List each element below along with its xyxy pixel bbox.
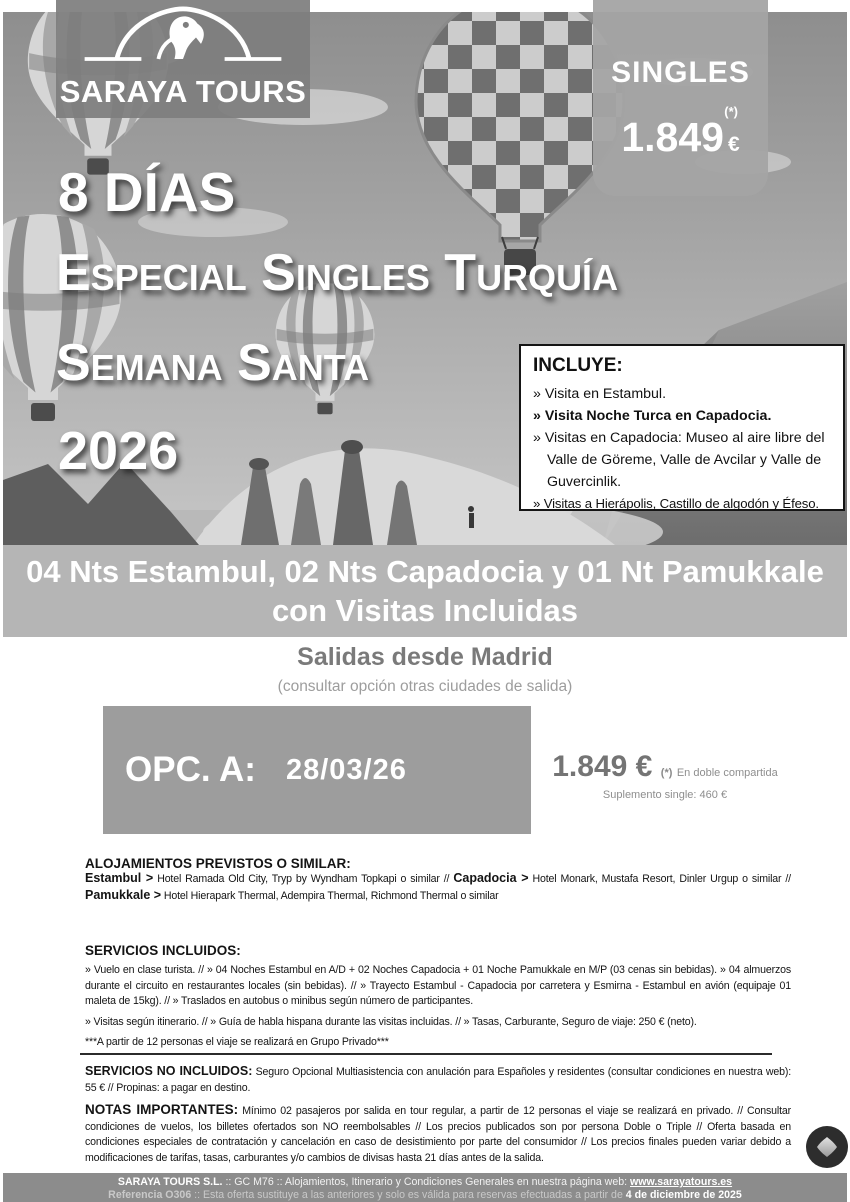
departure-title: Salidas desde Madrid <box>297 643 553 671</box>
banner-line1: 04 Nts Estambul, 02 Nts Capadocia y 01 Nt Pamukkale <box>26 554 824 589</box>
price-note: (*) <box>660 767 673 779</box>
year-title: 2026 <box>58 421 179 481</box>
singles-price-value: 1.849 <box>621 114 724 160</box>
accommodation-title: ALOJAMIENTOS PREVISTOS O SIMILAR: <box>85 856 351 871</box>
footer-line2 <box>3 1189 847 1202</box>
includes-box <box>519 344 845 511</box>
singles-label: SINGLES <box>611 56 750 89</box>
footer-line1 <box>3 1176 847 1189</box>
services-not-included-body <box>85 1064 791 1096</box>
important-notes-title: NOTAS IMPORTANTES: <box>85 1102 239 1117</box>
brand-name: SARAYA TOURS <box>59 74 307 109</box>
divider-line <box>80 1053 772 1055</box>
services-included-line: » Visitas según itinerario. // » Guía de habla hispana durante las visitas incluidas. // » Tasas, Carburante, Seguro de viaje: 250 € (neto). <box>85 1015 697 1028</box>
subtitle-semana-santa: Semana Santa <box>56 334 370 392</box>
footer-website-link[interactable]: www.sarayatours.es <box>630 1176 733 1188</box>
duration-title: 8 DÍAS <box>58 161 236 223</box>
services-not-included-text: Seguro Opcional Multiasistencia con anulación para Españoles y residentes (consultar condiciones en nuestra web): 55 € // Propinas: a pagar en destino. <box>85 1066 791 1094</box>
option-a-label: OPC. A: <box>125 750 256 789</box>
euro-sign: € <box>727 133 740 156</box>
services-not-included-title: SERVICIOS NO INCLUIDOS: <box>85 1064 253 1078</box>
accommodation-body <box>85 871 791 904</box>
services-included-section <box>85 943 791 1051</box>
price-line <box>540 752 790 782</box>
option-a-date: 28/03/26 <box>285 753 407 786</box>
hotels-capadocia: Hotel Monark, Mustafa Resort, Dinler Urgup o similar // <box>528 873 791 885</box>
city-pamukkale: Pamukkale > <box>85 887 162 902</box>
city-estambul: Estambul > <box>85 871 154 885</box>
singles-price-badge <box>593 0 768 196</box>
option-a-box <box>103 706 531 834</box>
price-value: 1.849 € <box>552 750 653 783</box>
footer-valid-date: 4 de diciembre de 2025 <box>625 1189 742 1201</box>
footer-line1-text: :: GC M76 :: Alojamientos, Itinerario y Condiciones Generales en nuestra página web: <box>222 1176 630 1188</box>
floating-widget-button[interactable] <box>806 1126 848 1168</box>
footer-bar <box>3 1173 847 1202</box>
footer-line2-text: :: Esta oferta sustituye a las anteriores y solo es válida para reservas efectuadas a partir de <box>191 1189 626 1201</box>
hotels-pamukkale: Hotel Hierapark Thermal, Adempira Thermal, Richmond Thermal o similar <box>161 889 499 902</box>
includes-item: » Visita en Estambul. <box>533 386 667 402</box>
banner-line2: con Visitas Incluidas <box>271 593 579 628</box>
falcon-arch-logo-icon <box>78 6 288 76</box>
single-supplement: Suplemento single: 460 € <box>602 789 728 801</box>
important-notes-body <box>85 1102 791 1166</box>
services-not-included-section <box>85 1064 791 1096</box>
singles-price-note: (*) <box>724 104 738 119</box>
four-point-star-icon <box>812 1132 842 1162</box>
main-title: Especial Singles Turquía <box>56 244 619 302</box>
city-capadocia: Capadocia > <box>453 871 529 885</box>
singles-price <box>593 114 768 160</box>
departure-subtitle: (consultar opción otras ciudades de salida) <box>277 678 573 695</box>
includes-item: » Visita Noche Turca en Capadocia. <box>533 408 772 424</box>
services-included-note: ***A partir de 12 personas el viaje se realizará en Grupo Privado*** <box>85 1036 389 1048</box>
important-notes-text: Mínimo 02 pasajeros por salida en tour regular, a partir de 12 personas el viaje se realizará en privado. // Consultar condiciones de vuelos, los billetes ofertados son NO reembolsables // Los precios publicados son por persona Doble o Triple // Oferta basada en condiciones especiales de contratación y cancelación en caso de desistimiento por parte del consumidor // Los precios finales pueden variar debido a modificaciones de tarifas, tasas, carburantes y/o cambios de divisas hasta 21 días antes de la salida. <box>85 1105 791 1164</box>
services-included-paragraph: » Vuelo en clase turista. // » 04 Noches Estambul en A/D + 02 Noches Capadocia + 01 Noche Pamukkale en M/P (03 cenas sin bebidas). » 04 almuerzos durante el circuito en restaurantes locales (sin bebidas). // » Trayecto Estambul - Capadocia por carretera y Esmirna - Estambul en avión (equipaje 01 maleta de 15kg). // » Traslados en autobus o minibus según número de participantes. <box>85 964 791 1007</box>
includes-item: » Visitas en Capadocia: Museo al aire libre del Valle de Göreme, Valle de Avcilar y Valle de Guvercinlik. <box>533 430 825 490</box>
services-included-title: SERVICIOS INCLUIDOS: <box>85 943 241 958</box>
price-description: En doble compartida <box>676 767 778 779</box>
brand-logo <box>56 0 310 118</box>
includes-title: INCLUYE: <box>533 355 623 376</box>
itinerary-banner <box>3 545 847 637</box>
includes-item: » Visitas a Hierápolis, Castillo de algodón y Éfeso. <box>533 496 819 511</box>
price-block <box>540 752 790 801</box>
footer-reference: Referencia O306 <box>108 1189 192 1201</box>
accommodation-section <box>85 856 791 904</box>
hotels-estambul: Hotel Ramada Old City, Tryp by Wyndham Topkapi o similar // <box>153 873 454 885</box>
important-notes-section <box>85 1102 791 1166</box>
footer-company: SARAYA TOURS S.L. <box>117 1176 223 1188</box>
